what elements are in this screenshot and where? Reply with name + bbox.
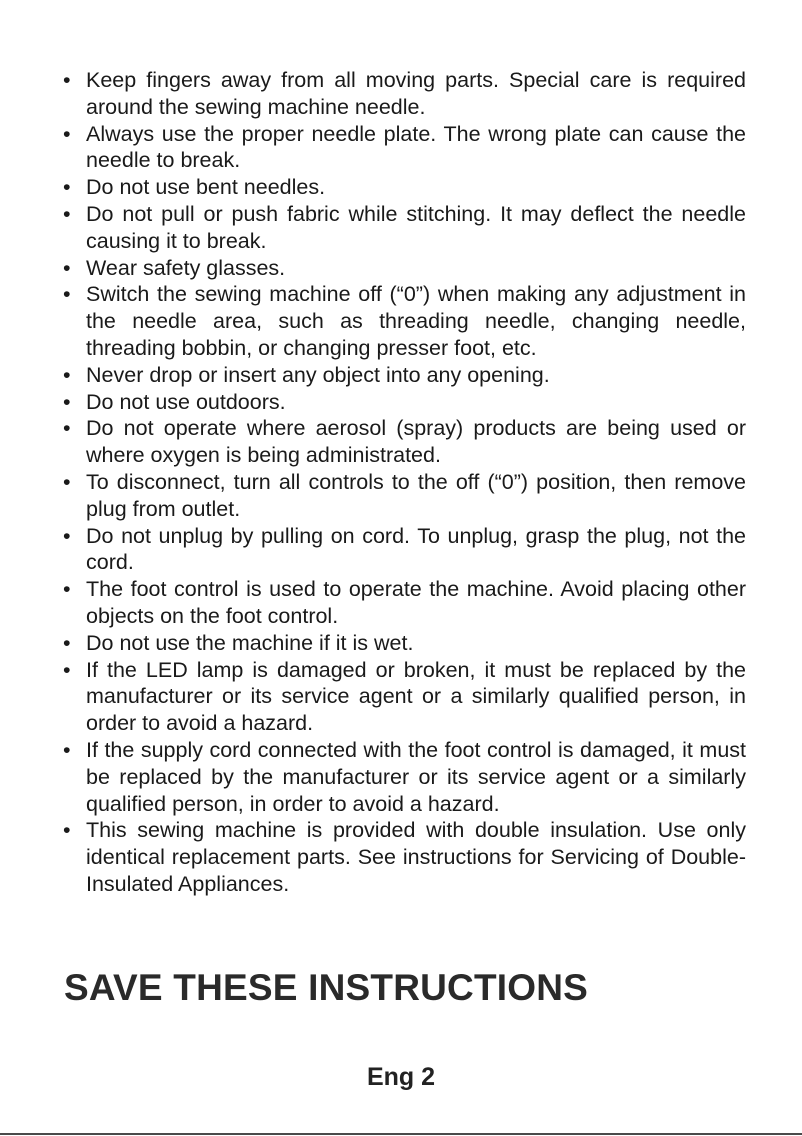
bullet-icon: • <box>63 523 71 548</box>
bullet-icon: • <box>63 362 71 387</box>
bullet-icon: • <box>63 255 71 280</box>
list-item <box>60 523 746 577</box>
bullet-icon: • <box>63 389 71 414</box>
list-item-text: If the supply cord connected with the foot control is damaged, it must be replaced by the manufacturer or its service agent or a similarly qualified person, in order to avoid a hazard. <box>86 737 746 816</box>
list-item-text: Switch the sewing machine off (“0”) when making any adjustment in the needle area, such as threading needle, changing needle, threading bobbin, or changing presser foot, etc. <box>86 282 746 360</box>
list-item <box>60 415 746 469</box>
list-item-text: Wear safety glasses. <box>86 255 286 280</box>
bullet-icon: • <box>63 282 71 307</box>
bullet-icon: • <box>63 175 71 200</box>
list-item <box>60 817 746 897</box>
list-item <box>60 174 746 201</box>
page-number: Eng 2 <box>366 1063 436 1091</box>
list-item <box>60 737 746 817</box>
list-item-text: The foot control is used to operate the machine. Avoid placing other objects on the foot control. <box>86 577 746 628</box>
list-item <box>60 362 746 389</box>
bottom-divider <box>0 1133 802 1135</box>
list-item-text: Never drop or insert any object into any opening. <box>86 362 550 387</box>
list-item <box>60 469 746 523</box>
list-item-text: Do not use outdoors. <box>86 389 286 414</box>
safety-instructions-list <box>60 67 746 898</box>
list-item <box>60 657 746 737</box>
save-instructions-heading: SAVE THESE INSTRUCTIONS <box>64 967 589 1008</box>
bullet-icon: • <box>63 577 71 602</box>
bullet-icon: • <box>63 630 71 655</box>
list-item <box>60 121 746 175</box>
bullet-icon: • <box>63 469 71 494</box>
list-item-text: Keep fingers away from all moving parts. Special care is required around the sewing machine needle. <box>86 68 746 119</box>
bullet-icon: • <box>63 121 71 146</box>
bullet-icon: • <box>63 201 71 226</box>
list-item <box>60 67 746 121</box>
bullet-icon: • <box>63 657 71 682</box>
list-item <box>60 630 746 657</box>
bullet-icon: • <box>63 737 71 762</box>
list-item-text: Do not use the machine if it is wet. <box>86 630 414 655</box>
list-item-text: This sewing machine is provided with double insulation. Use only identical replacement parts. See instructions for Servicing of Double-Insulated Appliances. <box>86 818 746 896</box>
list-item-text: To disconnect, turn all controls to the off (“0”) position, then remove plug from outlet. <box>86 469 746 521</box>
list-item <box>60 576 746 630</box>
list-item-text: Do not unplug by pulling on cord. To unplug, grasp the plug, not the cord. <box>86 523 746 575</box>
list-item <box>60 201 746 255</box>
list-item <box>60 281 746 361</box>
list-item <box>60 389 746 416</box>
list-item <box>60 255 746 282</box>
bullet-icon: • <box>63 416 71 441</box>
bullet-icon: • <box>63 818 71 843</box>
list-item-text: If the LED lamp is damaged or broken, it must be replaced by the manufacturer or its service agent or a similarly qualified person, in order to avoid a hazard. <box>86 657 746 736</box>
list-item-text: Always use the proper needle plate. The wrong plate can cause the needle to break. <box>86 121 746 173</box>
list-item-text: Do not pull or push fabric while stitching. It may deflect the needle causing it to break. <box>86 201 746 253</box>
bullet-icon: • <box>63 68 71 92</box>
list-item-text: Do not operate where aerosol (spray) products are being used or where oxygen is being administrated. <box>86 416 746 468</box>
list-item-text: Do not use bent needles. <box>86 175 326 200</box>
